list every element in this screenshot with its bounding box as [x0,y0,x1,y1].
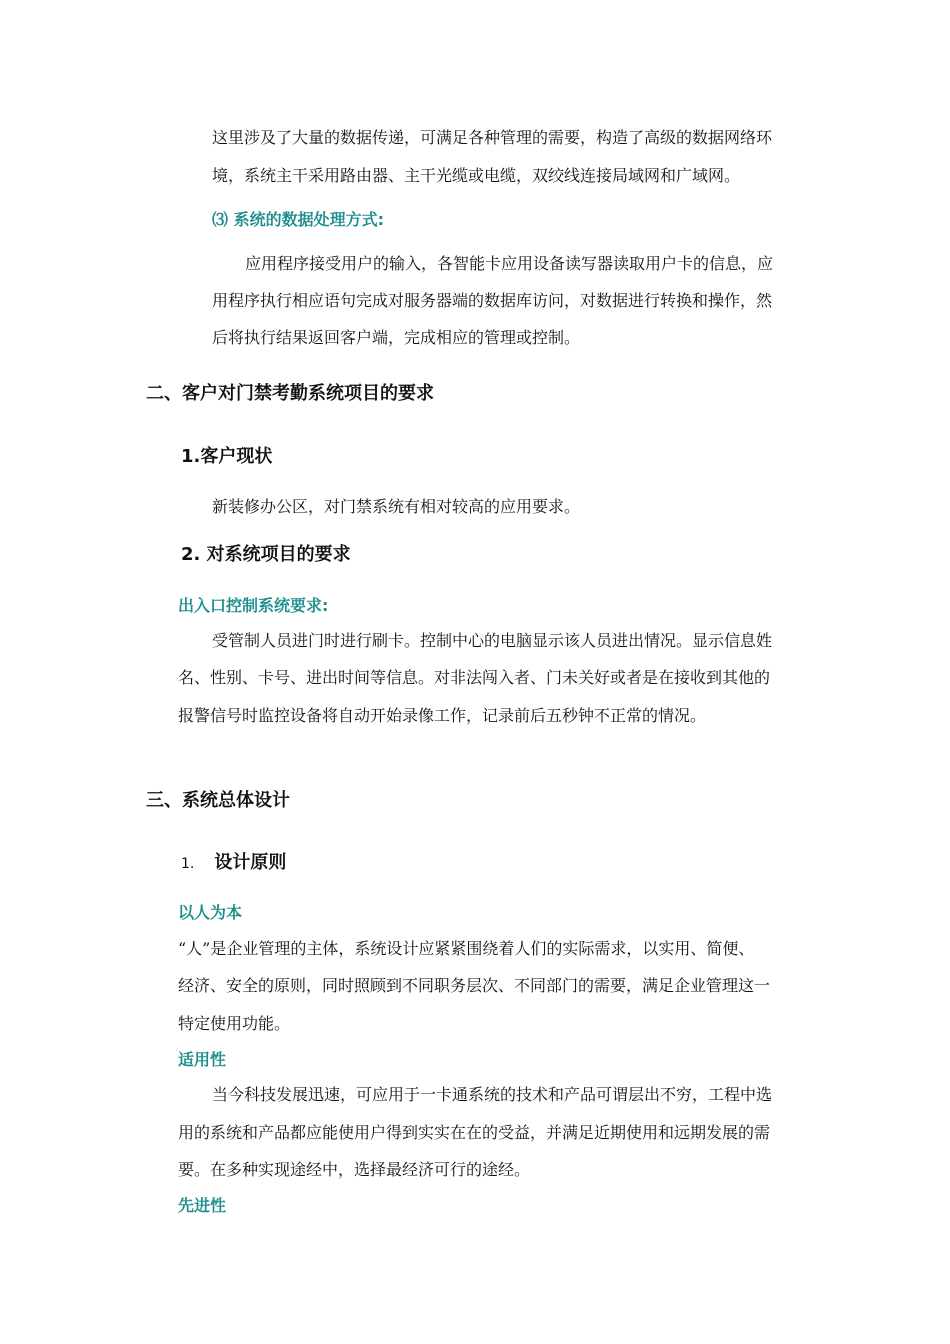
paragraph-line: 应用程序接受用户的输入，各智能卡应用设备读写器读取用户卡的信息，应 [245,254,774,273]
paragraph-line: 新装修办公区，对门禁系统有相对较高的应用要求。 [212,497,581,516]
paragraph-line: 这里涉及了大量的数据传递，可满足各种管理的需要，构造了高级的数据网络环 [212,128,773,147]
paragraph-line: 名、性别、卡号、进出时间等信息。对非法闯入者、门未关好或者是在接收到其他的 [178,668,771,687]
section-heading-requirements: 二、客户对门禁考勤系统项目的要求 [146,383,434,404]
subheading-data-processing: ⑶ 系统的数据处理方式: [212,210,384,229]
paragraph-line: 用程序执行相应语句完成对服务器端的数据库访问，对数据进行转换和操作，然 [212,291,773,310]
principle-label-advanced: 先进性 [178,1196,227,1215]
label-access-control: 出入口控制系统要求: [178,596,329,615]
paragraph-line: 当今科技发展迅速，可应用于一卡通系统的技术和产品可谓层出不穷，工程中选 [212,1085,773,1104]
paragraph-line: 后将执行结果返回客户端，完成相应的管理或控制。 [212,328,581,347]
subsection-title-text: 设计原则 [214,852,287,873]
paragraph-line: 受管制人员进门时进行刷卡。控制中心的电脑显示该人员进出情况。显示信息姓 [212,631,773,650]
paragraph-line: 要。在多种实现途经中，选择最经济可行的途经。 [178,1160,531,1179]
section-heading-overall-design: 三、系统总体设计 [146,790,290,811]
paragraph-line: 用的系统和产品都应能使用户得到实实在在的受益，并满足近期使用和远期发展的需 [178,1123,771,1142]
subsection-title-current-status: 1.客户现状 [181,446,273,467]
principle-label-applicability: 适用性 [178,1050,227,1069]
paragraph-line: 报警信号时监控设备将自动开始录像工作，记录前后五秒钟不正常的情况。 [178,706,707,725]
subsection-title-project-requirements: 2. 对系统项目的要求 [181,544,351,565]
paragraph-line: 特定使用功能。 [178,1014,291,1033]
paragraph-line: 经济、安全的原则，同时照顾到不同职务层次、不同部门的需要，满足企业管理这一 [178,976,771,995]
paragraph-line: 境，系统主干采用路由器、主干光缆或电缆，双绞线连接局域网和广域网。 [212,166,741,185]
subsection-title-design-principles [181,852,286,875]
list-number: 1. [181,856,195,872]
principle-label-people-oriented: 以人为本 [178,903,243,922]
paragraph-line: “人”是企业管理的主体，系统设计应紧紧围绕着人们的实际需求，以实用、简便、 [178,939,755,958]
